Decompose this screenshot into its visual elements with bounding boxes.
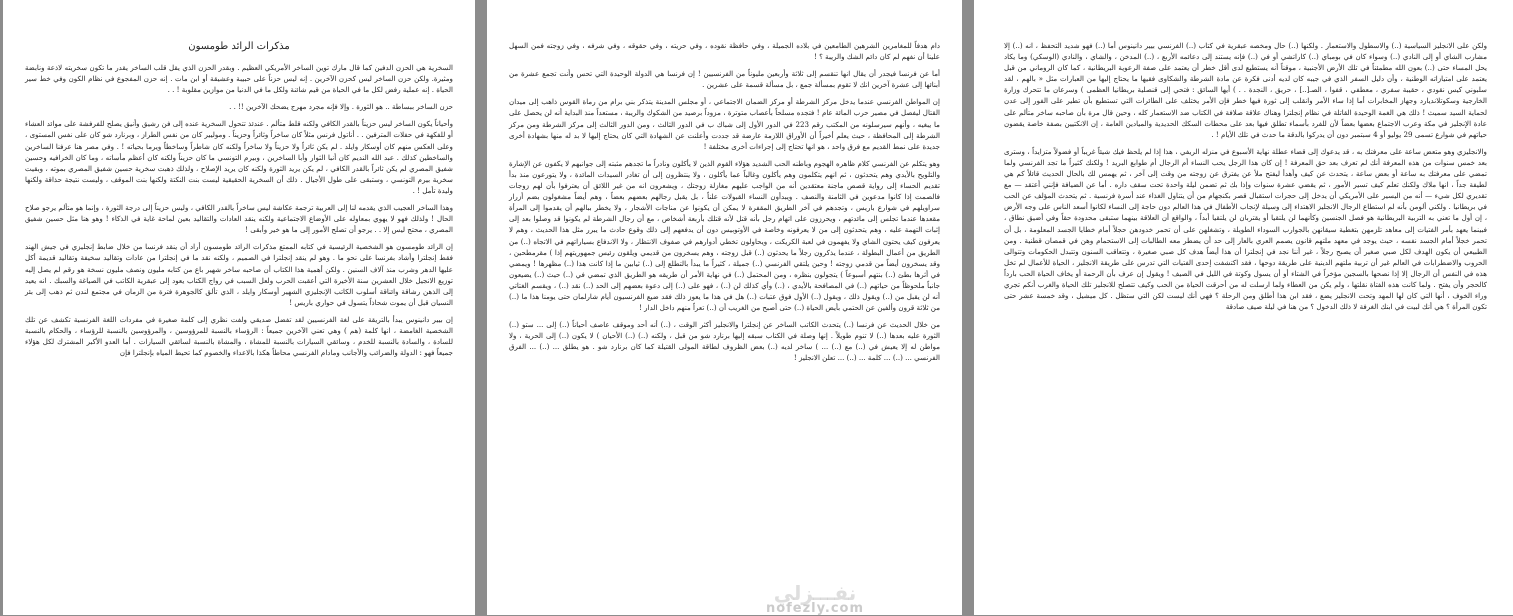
page-title: مذكرات الرائد طومسون	[188, 41, 290, 52]
paragraph: والانجليزي وهو متعض ساعة على معرفتك به ، قد يدعوك إلى قضاء عطلة نهاية الأسبوع في منزله الريفي ، هذا إذا لم يلحظ فيك شيئاً غريباً أو فضولاً متزايداً ، وسترى بعد خمس سنوات من هذه المعرفة أنك لم تعرف بعد حق المعرفة ! إن كان هذا الرجل يحب النساء أم الرجال أم طوابع البريد ! ولكنك كثيراً ما تجد الفرنسي ولما تمضي على معرفتك به ساعة أو بعض ساعة ، يتحدث عن كيف وأهدأ ليفتح ملأ عن يفترق عن زوجته من وقت إلى آخر ، ثم يهمس لك بالحال الحديث قائلاً كم هي لطيفة جداً ، انها ملاك ولكنك تعلم كيف تسير الأمور ، ثم يقضي عشرة سنوات وإذا بك ثم تضمن ليلة واحدة تحت سقف داره . أما عن الضيافة فإنني أعتقد — مع تقديري لكل شيء — أنه من اليسير على الأمريكي أن يدخل إلى حجرات استقبال قصر بكنجهام من أن يتناول الغذاء عند أسرة فرنسية . ثم يتحدث المؤلف عن الحب في بريطانيا . ولكني ألومن بأنه لم استطاع الرجال الانجليز الاهتداء إلى وسيلة لإنجاب الأطفال في هذا العالم دون حاجة إلى النساء لكانوا أسعد الناس على وجه الأرض ، إن أول ما تعني به التربية البريطانية هو فصل الجنسين وكأنهما لن يلتقيا أو يقتربان لن يلتقيا أبداً ، والواقع أن العلاقة بينهما ستبقى محدودة حقاً وفي أضيق نطاق ، فبينما يعهد بأمر الفتيات إلى معاهد تلزمهن بتغطية سيقانهن بالجوارب السوداء الطويلة ، وتشغلهن على أن تحمر خدودهن حجلاً أمام خطايا الجسد المعلومة ، بل أن تحمر خجلاً أمام الجسد نفسه ، حيث يوجد في معهد ملتهم قانون يصمم العري بالعار إلى حد أن يضطر معه الطالبات إلى الاستحمام وهن في قمصان قطنية . ومن الطبيعي أن يكون الهدف لكل صبي صغير أن يصبح رجلاً ، غير أننا نجد في إنجلترا أن هذا أيضاً هدف كل صبي صغيرة ، وتتعاقب السنون وتتبدل الحكومات وتتوالى الحروب والاضطرابات في العالم غير أن تربية ملتهم الدينية على طريقة دوحها ، فقد اكتشفت إحدى الفتيات التي تدرس على طريقة الانجليز ، الحياة للأعمال لم تخل هذه في النفس أن الرجال إلا إذا نصحها بالسجين مؤخراً في الشتاء أو أن يسول وكوتة في الليل في الصيف ! ويقول إن عرف بأن الرحمة أو يخاف الحياة الحب بارداً كالحجر وأن يفتح . ولما كانت هذه الفتاة نقلتها ، ولم يكن من العطاء ولما ارسلت له من أحرقت الحياة من الحب وكيف تتصلح للانجليز تلك الحياة والغرب أنكم تجري وراء الخوف ، أنها التي كان لها المهد وتحت الانجليز يضع ، فقد ابن هذا أطلق ومن الرحلة ؟ فهي أنك ليست لكن التي ستظل . كل ميشيل ، وقد خمسة عشر حتى تكون المرأة ؟ هي أنك لبيت في ابنك الغرفة لا ذلك الدخول ؟ من هنا في ليلة صيف صادقة	[1004, 146, 1487, 312]
paragraph: وهو يتكلم عن الفرنسي كلام ظاهره الهجوم وباطنه الحب الشديد هؤلاء القوم الذين لا يأكلون ونادراً ما تجدهم مثبته إلى جوانبهم لا يكفون عن الإشارة والتلويح بالأيدي وهم يتحدثون ، ثم انهم يتكلمون وهم يأكلون وغالباً عما يأكلون ، ولا ينتظرون إلى أن تغادر السيدات المائدة ، ولا يتورعون منذ بدأ تقديم الحساء إلى رواية قصص ماجنة معتقدين أنه من الواجب عليهم مغازلة زوجتك ، ويشعرون انه من غير اللائق أن يعترفوا بأن لهم زوجات فالصمت إذا كانوا مدعوين في الثامنة والنصف . ويبدأون النساء القبولات علناً ، بل يقبل رجالهم بعضهم بعضاً ، وهم أيضاً مشغولون بضم أزرار سراويلهم في شوارع باريس ، وتجدهم في آخر الطريق المقفرة لا يمكن أن يكونوا عن مناجات الأشجار ، ولا يخطر ببالهم أن يقدموا إلى المرأة مقعدها عندما تجلس إلى مائدتهم ، ويحرزون على اتهام رجل بأنه قتل لأنه قتلك بأربعة أشخاص ، مع أن رجال الشرطة لم يكونوا قد وصلوا بعد إلى إثبات التهمة عليه ، وهم يتحدثون إلى من لا يعرفونه وخاصة في الأوتوبيس دون أن يدفعهم إلى ذلك وقوع حادث ما يبرر مثل هذا الحديث ، وهم لا يعرفون كيف يحتون الشاي ولا يفهمون في لعبة الكريكت ، ويحاولون تخطي أدوارهم في صفوف الانتظار ، ولا الاندفاع بسياراتهم في الاتجاه (..) من الطريق من أعمال البطولة ، عندما يذكرون رجلاً ما يحدثون (..) قبل زوجته ، وهم يسخرون من قديمي ويلقون رئيس جمهوريتهم إذا ) مقرمطحين ، وقد يسخرون أيضاً من قدمي زوجته ! وحين يلتقي الفرنسي (..) جميلة ، كثيراً ما يبدأ بالتطلع إلى (..) ثيابين ما إذا كانت هذا (..) مظهرها ! ويمضي في أثرها بطئ (..) بنتهم أسبوعاً ) يتجولون بنظره ، ومن المحتمل (..) في نهاية الأمر أن طريقه هو الطريق الذي تمضي في (..) حيث (..) يضيعون جانباً ملحوظاً من حياتهم (..) في المصافحة بالأيدي ، (..) وأي كذلك لن (..) ، فهو على (..) إلى دعوة بعضهم إلى الحد (..) نقد (..) ، ويقسم الغتاتي أنه لن يقبل من (..) ويقول ذلك ، ويقول (..) الأول فوق عتبات (..) هل في هذا ما يعوز ذلك فقد ضيع الفرنسيون أيام شارلمان حتى يومنا هذا ما (..) من ثلاثة قرون وألفين عن الحتمي بأيض الحياة (..) حتى أصبح من الغريب أن (..) تعراً منهم داخل الدار !	[509, 158, 940, 313]
paragraph: وهذا الساخر العجيب الذي يقدمه لنا إلى العربية ترجمة عكاشة ليس ساخراً بالقدر الكافي ، وليس حزيناً إلى درجة الثورة ، وإنما هو متألم يرجو صلاح الحال ! ولذلك فهو لا يهوي بمعاوله على الأوضاع الاجتماعية ولكنه ينقد العادات والتقاليد بعين لماحة غاية في الذكاء ! وهو هنا مثل حسين شفيق المصري ، محتج ليس إلا . . يرجو أن تصلح الأمور إلى ما هو خير وأبقى !	[25, 203, 453, 235]
paragraph: من خلال الحديث عن فرنسا (..) يتحدث الكاتب الساخر عن إنجلترا والانجليز أكثر الوقت ، (..) أنه أحد وموقف عاصف أحياناً (..) إلى ... ستو (..) الثورة عليه بعدها (..) لا تنوم طويلاً . إنها وصلة في الكتاب سبقه إليها برنارد شو من قبل ، ولكنه (..) (..) الأحيان ) لا يكون (..) إلى الحرية ، ولا مواطن له إلا يعيش في (..) مع (..) ... ) ساخر لديه (..) بعض الظروف لطاقة المولى القتيلة كما كان برنارد شو . هو يطلق ... (..) ... الفرق الفرنسي ... (..) ... كلمة ... (..) ... تعلن الانجليز !	[509, 320, 940, 363]
paragraph: أما عن فرنسا فيجدر أن يقال انها تنقسم إلى ثلاثة وأربعين مليوناً من الفرنسيين ! إن فرنسا هي الدولة الوحيدة التي تحس وأنت تجمع عشرة من أبنائها إلى عشرة آخرين انك لا تقوم بمسألة جمع ، بل مسألة قسمة على عشرين .	[509, 69, 940, 90]
document-page-3	[974, 0, 1513, 615]
paragraph: ولكن على الانجليز السياسية (..) والاسطول والاستعمار . ولكنها (..) حال ومخصه عبقرية في كتاب (..) الفرنسي بيير دانينوس أما (..) فهو شديد التحفظ ، انه (..) إلا مشارب الشاي أو إلى النادي (..) وسواء كان في بومباي (..) كاراتشي أو في (..) فإنه يستند إلى دعائمه الأربع ، (..) المدخن ، والشاي ، والنادي (الوسكي) وما يكاد يحل المساء حتى (..) بعون الله مطمئناً في تلك الأرض الأجنبية ، موقناً أنه يستطيع لدى أقل خطر أن يعتمد على صفة الرعوية البريطانية ، كما كان الروماني من قبل يعتمد على امتيازاته الوطنية ، وأن دليل السفر الذي في جيبه كان لديه أدنى فكرة عن مادة الشرطة والشكاوى فقيها ما يحتاج إليها من العبارات مثل « بالهم ، لقد سلبوني كيس نقودي ، حقيبة سفري ، معطفي ، قفوا ، الصـ[..] ، حريق ، النجدة . . ) أيها السائق : فتحي إلى قنصلية بريطانيا العظمى ) وسرعان ما تتحرك وزارة الخارجية وسكوتلانديارد وجهاز المخابرات أما إذا ساء الأمر وانقلب إلى ثورة فيها خطر فإن الأمر يختلف على الطائرات التي تستطيع بأن تطير على الفور إلى عدن لحماية السيد سميث ! ذلك هي الغمة الوحيدة القاتلة في نظام إنجلترا وهناك علاقة صلافة في الكتاب ضد الاستعمار كله ، وحين قال مرة بأن صاحبه ساخر متألم على عادة الإنجليز في مكة وعرب الاجتماع بعضها بعضاً لأن للفرد بأسماء تطلق فيها بعد على محطات السكك الحديدية والميادين العامة ، إن الانكتيين بصفة خاصة يقضون حياتهم في شوارع تسمى 29 يوليو أو 4 سبتمبر دون أن يدركوا بالدقة ما حدث في تلك الأيام ! .	[1004, 41, 1487, 139]
paragraph: إن بيير دانينوس يبدأ بالتريقة على لغة الفرنسيين لقد تفضل صديقي ولفت نظري إلى كلمة صغيرة في مفردات اللغة الفرنسية تكشف عن تلك الشخصية الغامضة ، انها كلمة (هم ) وهي تعني الآخرين جميعاً : الرؤساء بالنسبة للمرؤوسين ، والمرؤوسين بالنسبة للرؤساء ، والحكام بالنسبة للسادة ، والسادة بالنسبة للخدم ، وسائقي السيارات بالنسبة للمشاة ، والمشاة بالنسبة لسائقي السيارات . أما العدو الأكبر المشترك لكل هؤلاء جميعاً فهو : الدولة والضرائب والأجانب ومادام الفرنسي محاطاً هكذا بالاعداء والخصوم كما تحيط المياه بإنجلترا فإن	[25, 314, 453, 358]
document-page-2	[487, 0, 962, 615]
document-page-1	[3, 0, 475, 615]
watermark-logo: نفـــزلي	[773, 581, 857, 605]
paragraph: حزن الساخر ببساطة .. هو الثورة . وإلا فإنه مجرد مهرج يضحك الآخرين !! . .	[229, 102, 453, 112]
paragraph: وأحياناً يكون الساخر ليس حزيناً بالقدر الكافي ولكنه قلط متألم . عندئذ تتحول السخرية عنده إلى فن رشيق وأنيق يصلح للفرفشة على موائد العشاء أو للفكهة في حفلات المترفين . . أناتول فرنس مثلاً كان ساخراً وثائراً وحزيناً . وموليير كان من نفس الطراز ، وبرنارد شو كان على نفس المستوى ، وعلى العكس منهم كان أوسكار وايلد . لم يكن ثائراً ولا حزيناً ولا ساخراً ولكنه كان شاطراً وساخطاً ويرما بحياته ! . وفي مصر هنا عرفنا الساخرين والساخطين كذلك . عبد الله النديم كان أنبا الثوار وأبا الساخرين ، وبيرم التونسي ما كان حزيناً ولكنه كان أعظم مأساته ، وما كان الخرافيه وحسين شفيق المصري لم يكن ثائراً بالقدر الكافي ، لم يكن يريد الثورة ولكنه كان يريد الإصلاح ، ولذلك ذهبت سخرية حسين شفيق المصري بموته ، وبقيت سخرية بيرم التونسي ، وستبقى على طول الأجيال . ذلك أن السخرية الحقيقية ليست بنت النكتة ولكنها بنت الموقف ، وليست نتيجة حذاقة ولكنها وليدة تأمل ! .	[25, 119, 453, 195]
paragraph: دام هدفاً للمغامرين الشرهين الطامعين في بلاده الجميلة ، وفي حافظة نقوده ، وفي حريته ، وفي حقوقه ، وفي شرفه ، وفي زوجته فمن السهل علينا أن نفهم لم كان دائم الشك والريبة ؟ !	[509, 41, 940, 62]
paragraph: إن الرائد طومسون هو الشخصية الرئيسية في كتابه الممتع مذكرات الرائد طومسون أراد أن ينقد فرنسا من خلال ضابط إنجليزي في جيش الهند فقط إنجلترا وأشاد بفرنسا على نحو ما . وهو لم ينقد إنجلترا في الصميم ، ولكنه نقد ما في إنجلترا من عادات وتقاليد سخيفة وتقاليد قديمة أكل عليها الدهر وشرب منذ آلاف السنين . ولكن أهمية هذا الكتاب أن صاحبه ساخر شهير باع من كتابه مليون ونصف مليون نسخة هو رقم لم يصل إليه توزيع الانجيل خلال العشرين سنة الأخيرة التي أعقبت الحرب ولعل السبب في رواج الكتاب يعود إلى عبقرية الكاتب في الصياغة والسبك . انه يعيد إلى الذهن رشاقة وائناقة أسلوب الكاتب الإنجليزي الشهير أوسكار وايلد ، الذي تألق كالجوهرة فترة من الزمان في مجتمع لندن ثم ذهب إلى بئر النسيان قبل أن يموت شحاذاً يتسول في حواري باريس !	[25, 242, 453, 307]
paragraph: إن المواطن الفرنسي عندما يدخل مركز الشرطة أو مركز الضمان الاجتماعي ، أو مجلس المدينة يتذكر بني برام من رماة القوس ذاهب إلى ميدان القتال ليفصل في مصير حرب المائة عام ! فتجده مسلحاً بأعصاب متوترة ، مزوداً برصيد من الشكوك والريبة ، مستعداً منذ البداية أنه لن يحصل على ما يبغيه ، وأنهم سيرسلونه من المكتب رقم 223 في الدور الأول إلى شباك ب في الدور الثالث ، ومن الدور الثالث إلى مركز الشرطة ومن مركز الشرطة إلى المحافظة ، حيث يعلم أخيراً أن الأوراق اللازمة عارضة قد جددت وأعلنت عن الشهادة التي كان يحتاج إليها لا بد له منها بشهادة أخرى جديدة على نمط القديم مع فرق واحد ، هو انها تحتاج إلى إجراءات أخرى مختلفة !	[509, 97, 940, 151]
paragraph: السخرية هي الحزن الدفين كما قال مارك توين الساخر الأمريكي العظيم . وبقدر الحزن الذي يقل قلب الساخر يقدر ما تكون سخريته لاذعة ونابضة ومثيرة. ولكن حزن الساخر ليس كحزن الآخرين . إنه ليس حزناً على حبيبة وعشيقة أو ابن مات . إنه حزن المفجوع في نظام الكون وفي خط سير الحياة . إنه عملية رفض لكل ما في الحياة من قيم شائنة ولكل ما في الدنيا من موازين مقلوبة ! . .	[25, 63, 453, 95]
watermark-site-name: nofezly.com	[765, 601, 865, 616]
